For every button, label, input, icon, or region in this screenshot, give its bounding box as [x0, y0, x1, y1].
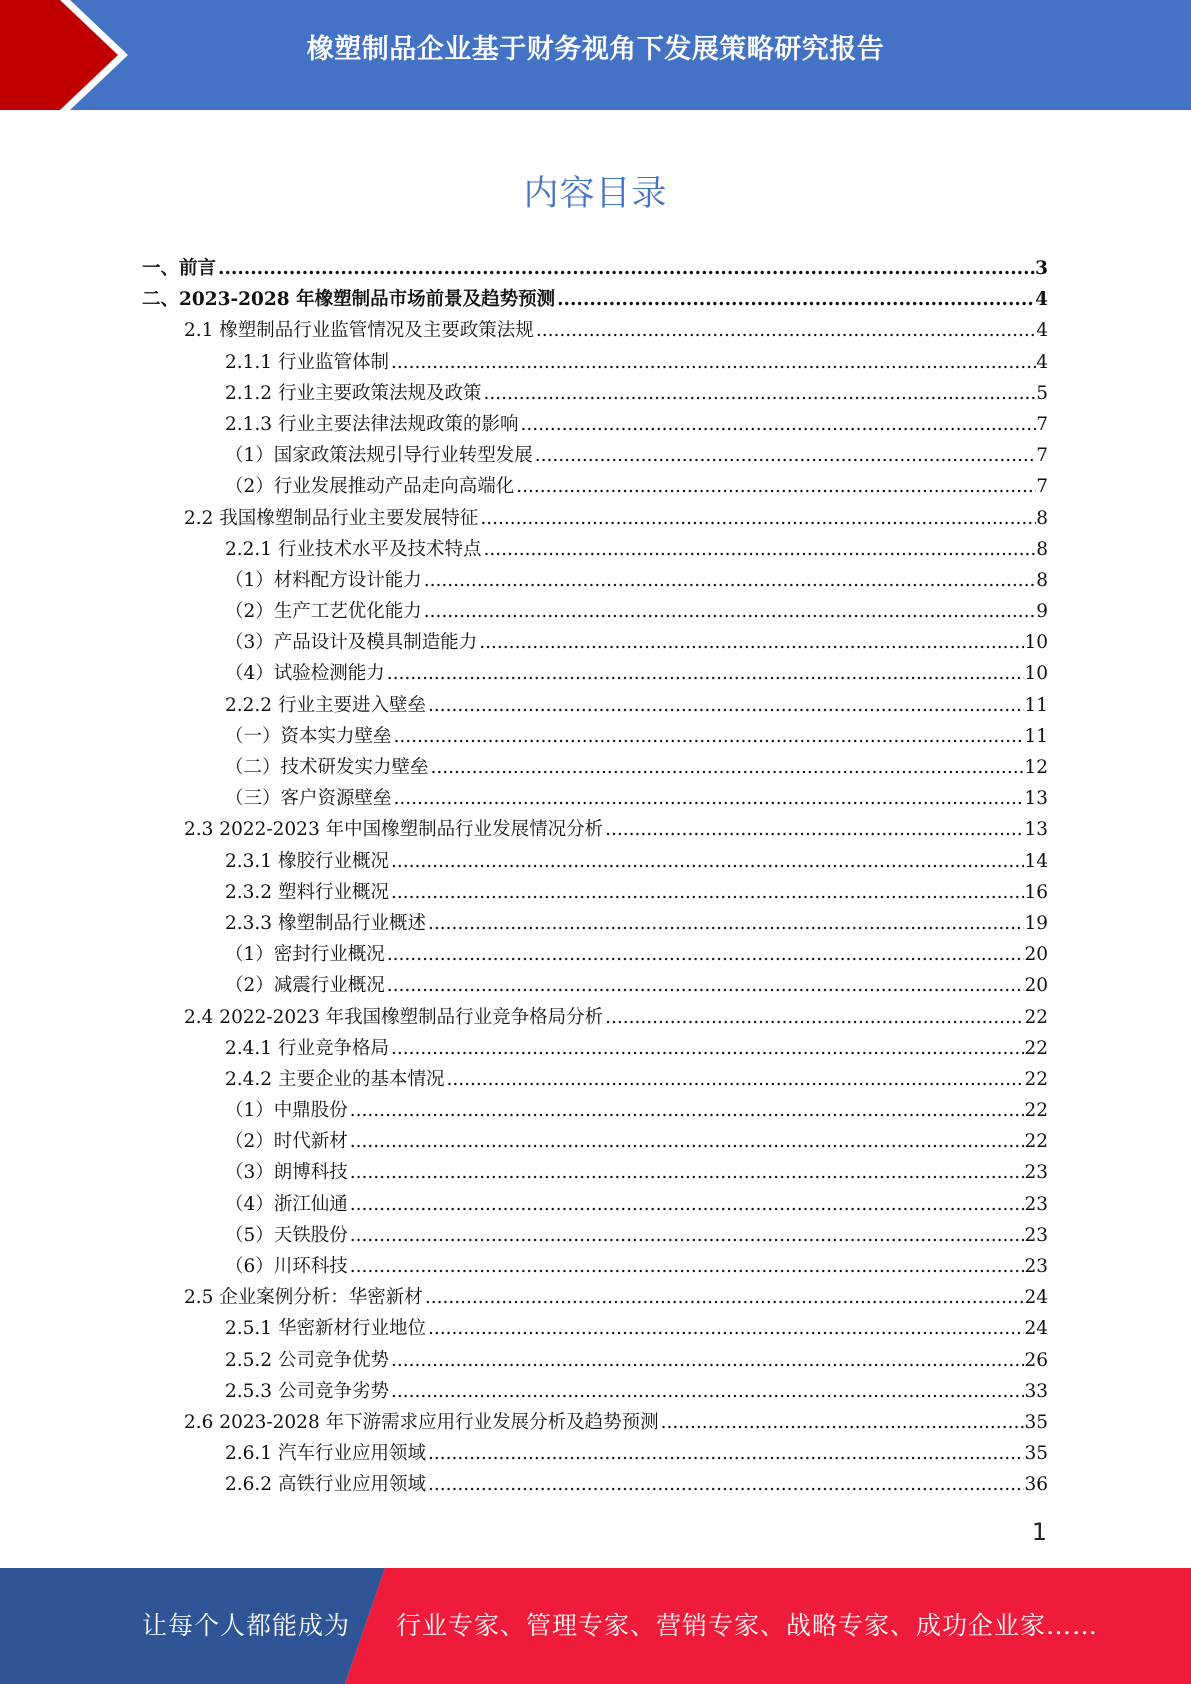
- footer-slogan-left: 让每个人都能成为: [142, 1611, 351, 1640]
- toc-dot-leader: [520, 409, 1036, 440]
- toc-entry-label: 2.1.1 行业监管体制: [225, 351, 389, 373]
- toc-heading: 内容目录: [523, 174, 668, 214]
- toc-entry[interactable]: [0, 1345, 1191, 1376]
- toc-entry[interactable]: [0, 1033, 1191, 1064]
- toc-dot-leader: [350, 1251, 1025, 1282]
- toc-entry-page: 23: [1024, 1224, 1048, 1246]
- toc-dot-leader: [483, 534, 1036, 565]
- toc-entry[interactable]: [0, 814, 1191, 845]
- toc-entry[interactable]: [0, 534, 1191, 565]
- toc-dot-leader: [391, 1033, 1024, 1064]
- toc-entry-label: （1）国家政策法规引导行业转型发展: [225, 445, 533, 467]
- toc-dot-leader: [536, 315, 1036, 346]
- toc-entry-label: 2.1 橡塑制品行业监管情况及主要政策法规: [184, 320, 534, 342]
- toc-entry-label: （1）材料配方设计能力: [225, 569, 422, 591]
- toc-entry[interactable]: [0, 253, 1191, 284]
- toc-entry-page: 35: [1024, 1443, 1048, 1465]
- toc-entry-label: （3）产品设计及模具制造能力: [225, 632, 478, 654]
- toc-entry[interactable]: [0, 440, 1191, 471]
- toc-entry-page: 19: [1024, 912, 1048, 934]
- toc-dot-leader: [605, 814, 1024, 845]
- toc-entry-label: （2）时代新材: [225, 1131, 348, 1153]
- toc-entry-label: （2）减震行业概况: [225, 975, 385, 997]
- toc-entry-page: 36: [1024, 1474, 1048, 1496]
- toc-entry[interactable]: [0, 752, 1191, 783]
- toc-entry[interactable]: [0, 877, 1191, 908]
- toc-entry-page: 14: [1024, 850, 1048, 872]
- toc-entry-label: 2.2.2 行业主要进入壁垒: [225, 694, 426, 716]
- toc-dot-leader: [350, 1220, 1025, 1251]
- toc-entry-page: 12: [1024, 757, 1048, 778]
- toc-entry-page: 26: [1024, 1349, 1048, 1371]
- toc-dot-leader: [350, 1189, 1025, 1220]
- toc-dot-leader: [387, 939, 1025, 970]
- toc-entry-label: （2）行业发展推动产品走向高端化: [225, 476, 515, 498]
- toc-entry-label: 2.6 2023-2028 年下游需求应用行业发展分析及趋势预测: [184, 1411, 659, 1433]
- toc-entry-page: 23: [1024, 1193, 1048, 1215]
- toc-entry[interactable]: [0, 1376, 1191, 1407]
- toc-entry[interactable]: [0, 347, 1191, 378]
- toc-dot-leader: [483, 378, 1036, 409]
- toc-entry-label: 2.3.1 橡胶行业概况: [225, 850, 389, 872]
- toc-dot-leader: [394, 783, 1025, 814]
- toc-entry-page: 24: [1024, 1318, 1048, 1340]
- toc-entry-page: 9: [1036, 601, 1048, 623]
- toc-entry-label: （4）试验检测能力: [225, 663, 385, 685]
- toc-entry[interactable]: [0, 783, 1191, 814]
- toc-entry-page: 24: [1024, 1287, 1048, 1309]
- toc-dot-leader: [425, 1282, 1025, 1313]
- toc-entry[interactable]: [0, 1064, 1191, 1095]
- toc-entry-page: 23: [1024, 1256, 1048, 1277]
- toc-entry[interactable]: [0, 1282, 1191, 1313]
- toc-entry[interactable]: [0, 1313, 1191, 1344]
- toc-entry[interactable]: [0, 627, 1191, 658]
- toc-entry[interactable]: [0, 1126, 1191, 1157]
- toc-entry[interactable]: [0, 690, 1191, 721]
- toc-entry-label: （1）密封行业概况: [225, 944, 385, 966]
- toc-entry-page: 35: [1024, 1411, 1048, 1433]
- toc-entry-label: （5）天铁股份: [225, 1224, 348, 1246]
- toc-entry[interactable]: [0, 1157, 1191, 1188]
- toc-dot-leader: [605, 1002, 1024, 1033]
- toc-entry-page: 22: [1024, 1100, 1048, 1122]
- toc-entry-page: 4: [1036, 351, 1048, 373]
- toc-entry-page: 13: [1024, 788, 1048, 810]
- toc-entry[interactable]: [0, 1189, 1191, 1220]
- toc-entry-page: 8: [1036, 569, 1048, 591]
- toc-dot-leader: [428, 1313, 1024, 1344]
- toc-entry-label: 2.5 企业案例分析：华密新材: [184, 1287, 423, 1309]
- toc-entry-page: 16: [1024, 881, 1048, 903]
- page-footer: [0, 1568, 1191, 1684]
- toc-entry-label: 2.1.2 行业主要政策法规及政策: [225, 382, 482, 404]
- toc-entry-label: 2.6.2 高铁行业应用领域: [225, 1474, 426, 1496]
- toc-entry-page: 7: [1036, 476, 1048, 498]
- page-header: [0, 0, 1191, 110]
- toc-entry-label: （二）技术研发实力壁垒: [225, 757, 429, 778]
- toc-entry-label: 2.5.1 华密新材行业地位: [225, 1318, 426, 1340]
- toc-entry[interactable]: [0, 409, 1191, 440]
- toc-entry-label: 2.1.3 行业主要法律法规政策的影响: [225, 413, 519, 435]
- toc-dot-leader: [391, 1376, 1024, 1407]
- toc-entry-page: 8: [1036, 538, 1048, 560]
- toc-dot-leader: [350, 1126, 1025, 1157]
- toc-dot-leader: [535, 440, 1036, 471]
- toc-dot-leader: [428, 1438, 1024, 1469]
- toc-entry-label: （6）川环科技: [225, 1256, 348, 1277]
- toc-entry-page: 22: [1024, 1068, 1048, 1090]
- toc-entry-page: 10: [1024, 663, 1048, 685]
- toc-dot-leader: [446, 1064, 1024, 1095]
- toc-dot-leader: [479, 627, 1024, 658]
- toc-dot-leader: [391, 347, 1036, 378]
- toc-entry[interactable]: [0, 908, 1191, 939]
- toc-entry[interactable]: [0, 503, 1191, 534]
- toc-entry-label: 2.5.3 公司竞争劣势: [225, 1380, 389, 1402]
- toc-dot-leader: [387, 658, 1025, 689]
- toc-entry-page: 4: [1035, 289, 1048, 311]
- toc-entry-label: 2.6.1 汽车行业应用领域: [225, 1443, 426, 1465]
- toc-dot-leader: [387, 970, 1025, 1001]
- toc-entry-page: 7: [1036, 413, 1048, 435]
- toc-entry-page: 20: [1024, 975, 1048, 997]
- toc-entry-page: 13: [1024, 819, 1048, 841]
- toc-entry[interactable]: [0, 565, 1191, 596]
- toc-dot-leader: [218, 253, 1035, 284]
- toc-entry-label: 二、2023-2028 年橡塑制品市场前景及趋势预测: [142, 289, 556, 311]
- toc-entry-page: 11: [1024, 725, 1048, 747]
- toc-entry-label: 2.5.2 公司竞争优势: [225, 1349, 389, 1371]
- toc-entry-label: 2.3.2 塑料行业概况: [225, 881, 389, 903]
- toc-dot-leader: [424, 596, 1036, 627]
- toc-entry-label: （3）朗博科技: [225, 1162, 348, 1184]
- toc-dot-leader: [391, 877, 1024, 908]
- toc-entry-label: 2.2.1 行业技术水平及技术特点: [225, 538, 482, 560]
- toc-entry-page: 5: [1036, 382, 1048, 404]
- toc-entry-label: 2.4 2022-2023 年我国橡塑制品行业竞争格局分析: [184, 1006, 604, 1028]
- toc-entry-label: （2）生产工艺优化能力: [225, 601, 422, 623]
- toc-entry-page: 22: [1024, 1006, 1048, 1028]
- toc-entry[interactable]: [0, 1220, 1191, 1251]
- toc-entry-label: 2.2 我国橡塑制品行业主要发展特征: [184, 507, 479, 529]
- page-number: 1: [1031, 1518, 1047, 1546]
- toc-dot-leader: [516, 471, 1036, 502]
- toc-entry-label: 2.3 2022-2023 年中国橡塑制品行业发展情况分析: [184, 819, 604, 841]
- toc-entry[interactable]: [0, 471, 1191, 502]
- toc-entry[interactable]: [0, 1407, 1191, 1438]
- toc-dot-leader: [661, 1407, 1025, 1438]
- toc-entry-page: 10: [1024, 632, 1048, 654]
- toc-entry[interactable]: [0, 939, 1191, 970]
- toc-entry-page: 4: [1036, 320, 1048, 342]
- toc-entry[interactable]: [0, 721, 1191, 752]
- toc-entry-page: 33: [1024, 1380, 1048, 1402]
- footer-slogan-right: 行业专家、管理专家、营销专家、战略专家、成功企业家……: [396, 1611, 1099, 1640]
- toc-entry[interactable]: [0, 1438, 1191, 1469]
- toc-entry-label: （一）资本实力壁垒: [225, 725, 392, 747]
- toc-entry[interactable]: [0, 315, 1191, 346]
- toc-dot-leader: [350, 1157, 1025, 1188]
- toc-entry-label: 2.3.3 橡塑制品行业概述: [225, 912, 426, 934]
- toc-dot-leader: [350, 1095, 1025, 1126]
- toc-entry-page: 11: [1024, 694, 1048, 716]
- toc-entry[interactable]: [0, 846, 1191, 877]
- toc-entry-label: 2.4.1 行业竞争格局: [225, 1037, 389, 1059]
- toc-dot-leader: [428, 1469, 1024, 1500]
- toc-entry[interactable]: [0, 970, 1191, 1001]
- toc-entry-page: 8: [1036, 507, 1048, 529]
- toc-entry[interactable]: [0, 284, 1191, 315]
- toc-dot-leader: [394, 721, 1025, 752]
- toc-dot-leader: [424, 565, 1036, 596]
- toc-entry-page: 22: [1024, 1037, 1048, 1059]
- toc-dot-leader: [431, 752, 1025, 783]
- toc-entry[interactable]: [0, 658, 1191, 689]
- toc-entry-label: 一、前言: [142, 258, 217, 279]
- toc-entry-page: 20: [1024, 944, 1048, 966]
- toc-entry-page: 3: [1035, 258, 1048, 279]
- table-of-contents: [0, 253, 1191, 1501]
- toc-dot-leader: [391, 1345, 1024, 1376]
- toc-entry-page: 7: [1036, 445, 1048, 467]
- toc-entry[interactable]: [0, 596, 1191, 627]
- toc-entry-page: 23: [1024, 1162, 1048, 1184]
- toc-dot-leader: [480, 503, 1036, 534]
- toc-entry[interactable]: [0, 1469, 1191, 1500]
- toc-entry[interactable]: [0, 1095, 1191, 1126]
- toc-entry-page: 22: [1024, 1131, 1048, 1153]
- toc-dot-leader: [428, 690, 1024, 721]
- toc-entry-label: （1）中鼎股份: [225, 1100, 348, 1122]
- toc-entry-label: （4）浙江仙通: [225, 1193, 348, 1215]
- toc-dot-leader: [391, 846, 1024, 877]
- toc-entry-label: （三）客户资源壁垒: [225, 788, 392, 810]
- toc-entry[interactable]: [0, 1251, 1191, 1282]
- toc-dot-leader: [557, 284, 1035, 315]
- toc-entry-label: 2.4.2 主要企业的基本情况: [225, 1068, 445, 1090]
- document-title: 橡塑制品企业基于财务视角下发展策略研究报告: [306, 34, 885, 65]
- toc-dot-leader: [428, 908, 1024, 939]
- toc-entry[interactable]: [0, 378, 1191, 409]
- toc-entry[interactable]: [0, 1002, 1191, 1033]
